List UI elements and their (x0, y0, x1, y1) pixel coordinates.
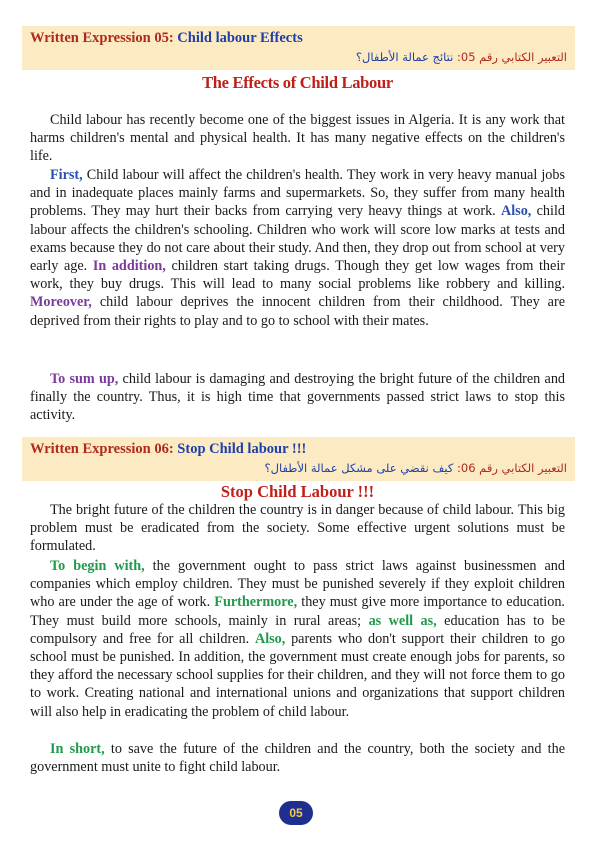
paragraph-text: child labour deprives the innocent children from their childhood. They are deprived from their rights to play and to go to school with their mates. (30, 294, 565, 329)
essay-body-paragraph (30, 557, 565, 721)
section-number-ar: التعبير الكتابي رقم 05: (457, 50, 567, 64)
section-topic: Stop Child labour !!! (177, 441, 307, 457)
section-topic-ar: نتائج عمالة الأطفال؟ (355, 50, 454, 64)
section-topic-ar: كيف نقضي على مشكل عمالة الأطفال؟ (264, 461, 454, 475)
section-number: Written Expression 05: (30, 30, 174, 46)
connector-in-short: In short, (50, 741, 105, 757)
paragraph-text: the government ought to pass strict laws against businessmen and companies which employ children. They must be punished severely if they exploit children who are under the age of work. (30, 558, 565, 611)
connector-as-well-as: as well as, (368, 612, 437, 629)
page-number-badge (279, 801, 313, 825)
connector-also: Also, (254, 630, 286, 647)
section-topic: Child labour Effects (177, 30, 303, 46)
connector-moreover: Moreover, (30, 294, 92, 311)
paragraph-text: child labour affects the children's schooling. Children who work will score low marks at tests and exams because they do not care about their study. And then, they drop out from school at very early age. (30, 203, 565, 275)
section-label-ar (30, 459, 567, 477)
section-header-05 (22, 26, 575, 70)
paragraph-text: to save the future of the children and the country, both the society and the government must unite to fight child labour. (30, 741, 565, 776)
essay-intro-paragraph (30, 111, 565, 166)
essay-body-paragraph (30, 166, 565, 330)
section-label-ar (30, 48, 567, 66)
essay-conclusion-paragraph (30, 370, 565, 425)
paragraph-text: parents who don't support their children to go school must be punished. In addition, the government must create enough jobs for parents, so they afford the necessary school supplies for their children, and they will not force them to go to work. Creating national and international unions and organizations that support children will also help in eradicating the problem of child labour. (30, 630, 565, 720)
essay-conclusion-paragraph (30, 740, 565, 776)
connector-furthermore: Furthermore, (214, 594, 298, 611)
paragraph-text: Child labour has recently become one of the biggest issues in Algeria. It is any work that harms children's mental and physical health. It has many negative effects on the children's life. (30, 112, 565, 165)
connector-also: Also, (500, 203, 532, 220)
essay-title-effects: The Effects of Child Labour (202, 73, 393, 92)
connector-first: First, (50, 167, 83, 183)
section-label-en (30, 29, 567, 48)
connector-to-begin-with: To begin with, (50, 558, 145, 574)
connector-to-sum-up: To sum up, (50, 371, 119, 387)
section-number-ar: التعبير الكتابي رقم 06: (457, 461, 567, 475)
section-label-en (30, 440, 567, 459)
paragraph-text: The bright future of the children the country is in danger because of child labour. This big problem must be eradicated from the society. Some effective urgent solutions must be formulated. (30, 502, 565, 555)
paragraph-text: they must give more importance to education. They must build more schools, mainly in rural areas; (30, 594, 565, 629)
page-number: 05 (289, 806, 303, 820)
section-header-06 (22, 437, 575, 481)
paragraph-text: Child labour will affect the children's health. They work in very heavy manual jobs and in inadequate places mainly farms and supermarkets. So, they suffer from many health problems. They may hurt their backs from carrying very heavy things at work. (30, 167, 565, 220)
section-number: Written Expression 06: (30, 441, 174, 457)
paragraph-text: children start taking drugs. Though they get low wages from their work, they buy drugs. This will lead to many social problems like robbery and killing. (30, 258, 565, 293)
essay-title-stop: Stop Child Labour !!! (220, 482, 375, 501)
essay-intro-paragraph (30, 501, 565, 556)
paragraph-text: education has to be compulsory and free for all children. (30, 612, 566, 647)
connector-in-addition: In addition, (92, 258, 166, 275)
paragraph-text: child labour is damaging and destroying the bright future of the children and finally the country. Thus, it is high time that governments passed strict laws to stop this activity. (30, 371, 566, 424)
